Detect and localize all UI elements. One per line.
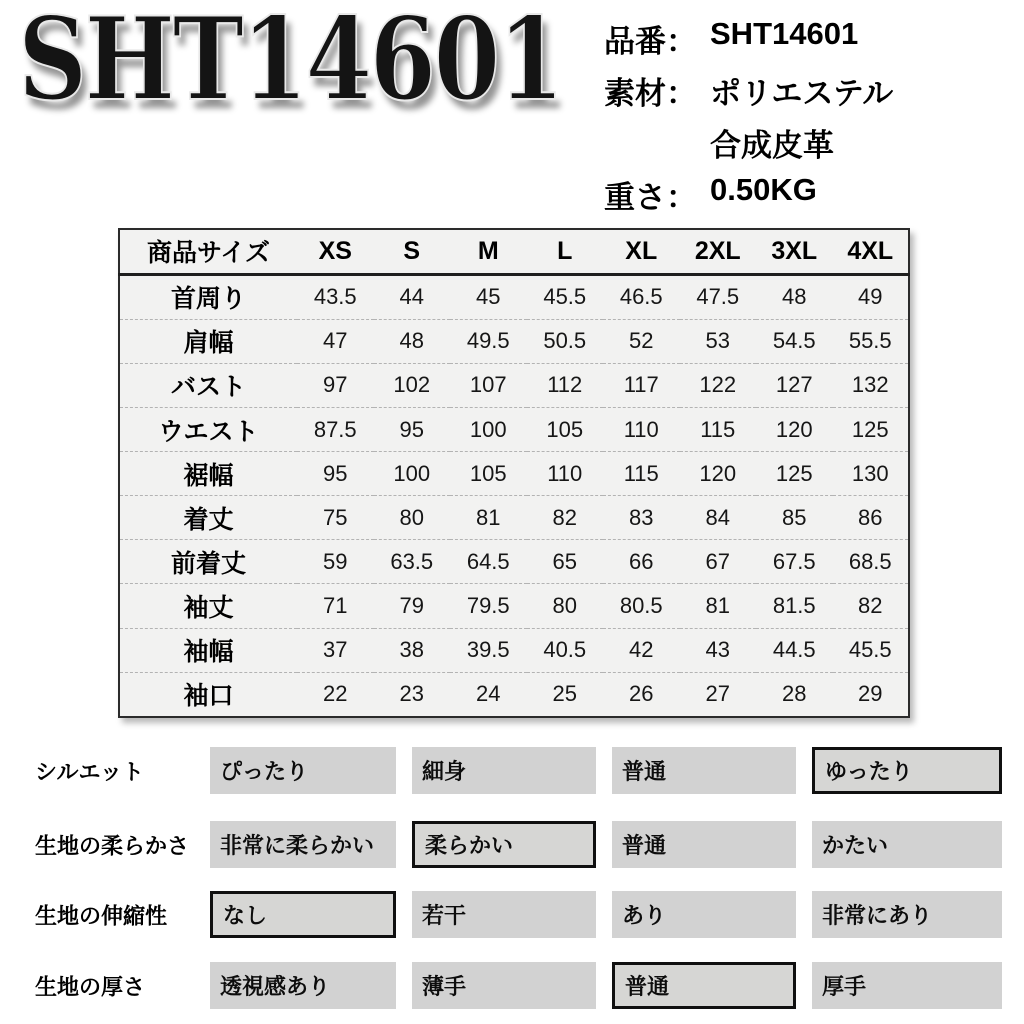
measurement-value: 95 xyxy=(399,416,424,442)
option-box-selected: ゆったり xyxy=(812,747,1002,794)
size-column-header: 4XL xyxy=(833,229,910,274)
measurement-value: 47 xyxy=(323,328,348,354)
size-table-row xyxy=(119,408,909,452)
measurement-value: 79.5 xyxy=(466,593,510,619)
measurement-value: 45.5 xyxy=(543,284,587,310)
option-box-selected: 柔らかい xyxy=(412,821,596,868)
measurement-value: 26 xyxy=(629,681,654,707)
option-box: 非常に柔らかい xyxy=(210,821,396,868)
size-table-row xyxy=(119,496,909,540)
item-number-row xyxy=(604,16,893,68)
option-box: 普通 xyxy=(612,747,796,794)
measurement-value: 25 xyxy=(552,681,577,707)
attribute-label: 生地の伸縮性 xyxy=(35,903,168,928)
size-table-row xyxy=(119,363,909,407)
option-box: かたい xyxy=(812,821,1002,868)
measurement-value: 87.5 xyxy=(313,416,357,442)
measurement-value: 115 xyxy=(623,460,659,486)
measurement-value: 22 xyxy=(323,681,348,707)
measurement-value: 29 xyxy=(858,681,883,707)
measurement-value: 127 xyxy=(775,372,813,398)
measurement-value: 83 xyxy=(629,504,654,530)
size-table-corner-header: 商品サイズ xyxy=(119,229,297,274)
measurement-label: バスト xyxy=(170,373,246,402)
measurement-value: 81 xyxy=(476,504,501,530)
option-box: ぴったり xyxy=(210,747,396,794)
attribute-row xyxy=(0,821,1024,868)
item-number-label: 品番： xyxy=(604,24,697,59)
option-box-selected: なし xyxy=(210,891,396,938)
weight-row xyxy=(604,172,893,224)
option-box: 非常にあり xyxy=(812,891,1002,938)
option-box-selected: 普通 xyxy=(612,962,796,1009)
measurement-label: 首周り xyxy=(170,285,246,314)
measurement-value: 55.5 xyxy=(848,328,892,354)
weight-value: 0.50KG xyxy=(710,172,817,207)
measurement-value: 37 xyxy=(323,637,348,663)
attribute-options xyxy=(210,962,1002,1009)
measurement-label: 袖丈 xyxy=(183,594,234,623)
measurement-value: 28 xyxy=(782,681,807,707)
measurement-value: 110 xyxy=(547,460,583,486)
option-box: 普通 xyxy=(612,821,796,868)
measurement-value: 68.5 xyxy=(848,548,892,574)
measurement-value: 48 xyxy=(782,284,807,310)
measurement-value: 125 xyxy=(851,416,889,442)
attribute-row xyxy=(0,747,1024,794)
measurement-label: 着丈 xyxy=(183,505,234,534)
attribute-options xyxy=(210,747,1002,794)
measurement-value: 79 xyxy=(399,593,424,619)
size-column-header: L xyxy=(527,229,604,274)
size-table-row xyxy=(119,584,909,628)
measurement-value: 44.5 xyxy=(772,637,816,663)
measurement-label: 袖口 xyxy=(183,682,234,711)
measurement-value: 85 xyxy=(782,504,807,530)
attribute-label: 生地の厚さ xyxy=(35,974,146,999)
attribute-row xyxy=(0,962,1024,1009)
measurement-label: 肩幅 xyxy=(183,329,234,358)
measurement-value: 84 xyxy=(705,504,730,530)
size-table-row xyxy=(119,319,909,363)
measurement-value: 102 xyxy=(393,372,431,398)
measurement-value: 67 xyxy=(705,548,730,574)
measurement-value: 44 xyxy=(399,284,424,310)
measurement-value: 120 xyxy=(775,416,813,442)
option-box: 薄手 xyxy=(412,962,596,1009)
size-table-row xyxy=(119,452,909,496)
option-box: 若干 xyxy=(412,891,596,938)
measurement-value: 100 xyxy=(469,416,507,442)
measurement-value: 112 xyxy=(547,372,583,398)
measurement-value: 40.5 xyxy=(543,637,587,663)
attribute-label: シルエット xyxy=(35,759,145,784)
measurement-value: 54.5 xyxy=(772,328,816,354)
measurement-value: 86 xyxy=(858,504,883,530)
measurement-value: 125 xyxy=(775,460,813,486)
measurement-label: ウエスト xyxy=(158,417,259,446)
measurement-value: 43 xyxy=(705,637,730,663)
material-row xyxy=(604,68,893,120)
size-column-header: S xyxy=(374,229,451,274)
measurement-value: 81 xyxy=(705,593,730,619)
measurement-value: 38 xyxy=(399,637,424,663)
measurement-label: 裾幅 xyxy=(183,461,234,490)
product-info xyxy=(604,16,893,224)
material-row-2 xyxy=(604,120,893,172)
measurement-value: 23 xyxy=(399,681,424,707)
measurement-value: 66 xyxy=(629,548,654,574)
weight-label: 重さ： xyxy=(604,180,697,215)
measurement-value: 48 xyxy=(399,328,424,354)
measurement-value: 43.5 xyxy=(313,284,357,310)
size-table-row xyxy=(119,672,909,717)
measurement-value: 42 xyxy=(629,637,654,663)
measurement-value: 122 xyxy=(699,372,737,398)
measurement-value: 82 xyxy=(552,504,577,530)
measurement-value: 117 xyxy=(623,372,659,398)
measurement-value: 50.5 xyxy=(543,328,587,354)
measurement-value: 71 xyxy=(323,593,348,619)
option-box: あり xyxy=(612,891,796,938)
size-table-row xyxy=(119,540,909,584)
size-column-header: XL xyxy=(603,229,680,274)
option-box: 透視感あり xyxy=(210,962,396,1009)
measurement-value: 59 xyxy=(323,548,348,574)
measurement-value: 24 xyxy=(476,681,501,707)
measurement-value: 64.5 xyxy=(466,548,510,574)
measurement-label: 前着丈 xyxy=(170,549,246,578)
measurement-value: 132 xyxy=(851,372,889,398)
measurement-value: 75 xyxy=(323,504,348,530)
measurement-value: 105 xyxy=(469,460,507,486)
measurement-value: 27 xyxy=(705,681,730,707)
measurement-value: 45 xyxy=(476,284,501,310)
measurement-value: 80.5 xyxy=(619,593,663,619)
material-value-1: ポリエステル xyxy=(710,76,894,111)
size-table-header-row xyxy=(119,229,909,274)
measurement-value: 82 xyxy=(858,593,883,619)
size-column-header: M xyxy=(450,229,527,274)
material-value-2: 合成皮革 xyxy=(710,128,834,163)
measurement-value: 81.5 xyxy=(772,593,816,619)
size-table xyxy=(118,228,910,718)
option-box: 厚手 xyxy=(812,962,1002,1009)
measurement-value: 65 xyxy=(552,548,577,574)
measurement-value: 105 xyxy=(546,416,584,442)
measurement-value: 110 xyxy=(623,416,659,442)
measurement-value: 100 xyxy=(393,460,431,486)
size-column-header: 3XL xyxy=(756,229,833,274)
measurement-value: 46.5 xyxy=(619,284,663,310)
measurement-value: 49 xyxy=(858,284,883,310)
measurement-value: 130 xyxy=(851,460,889,486)
attribute-options xyxy=(210,821,1002,868)
item-number-value: SHT14601 xyxy=(710,16,859,51)
measurement-value: 53 xyxy=(705,328,730,354)
measurement-value: 97 xyxy=(323,372,348,398)
size-column-header: XS xyxy=(297,229,374,274)
measurement-label: 袖幅 xyxy=(183,638,234,667)
size-table-row xyxy=(119,274,909,319)
measurement-value: 52 xyxy=(629,328,654,354)
size-column-header: 2XL xyxy=(680,229,757,274)
size-table-row xyxy=(119,628,909,672)
attribute-row xyxy=(0,891,1024,938)
material-label: 素材： xyxy=(604,76,697,111)
option-box: 細身 xyxy=(412,747,596,794)
attribute-label: 生地の柔らかさ xyxy=(35,833,190,858)
measurement-value: 45.5 xyxy=(848,637,892,663)
measurement-value: 67.5 xyxy=(772,548,816,574)
product-code-title: SHT14601 xyxy=(18,0,562,126)
attribute-options xyxy=(210,891,1002,938)
measurement-value: 63.5 xyxy=(390,548,434,574)
measurement-value: 39.5 xyxy=(466,637,510,663)
measurement-value: 80 xyxy=(399,504,424,530)
measurement-value: 120 xyxy=(699,460,737,486)
measurement-value: 80 xyxy=(552,593,577,619)
measurement-value: 107 xyxy=(469,372,507,398)
measurement-value: 95 xyxy=(323,460,348,486)
measurement-value: 49.5 xyxy=(466,328,510,354)
measurement-value: 47.5 xyxy=(696,284,740,310)
measurement-value: 115 xyxy=(700,416,736,442)
